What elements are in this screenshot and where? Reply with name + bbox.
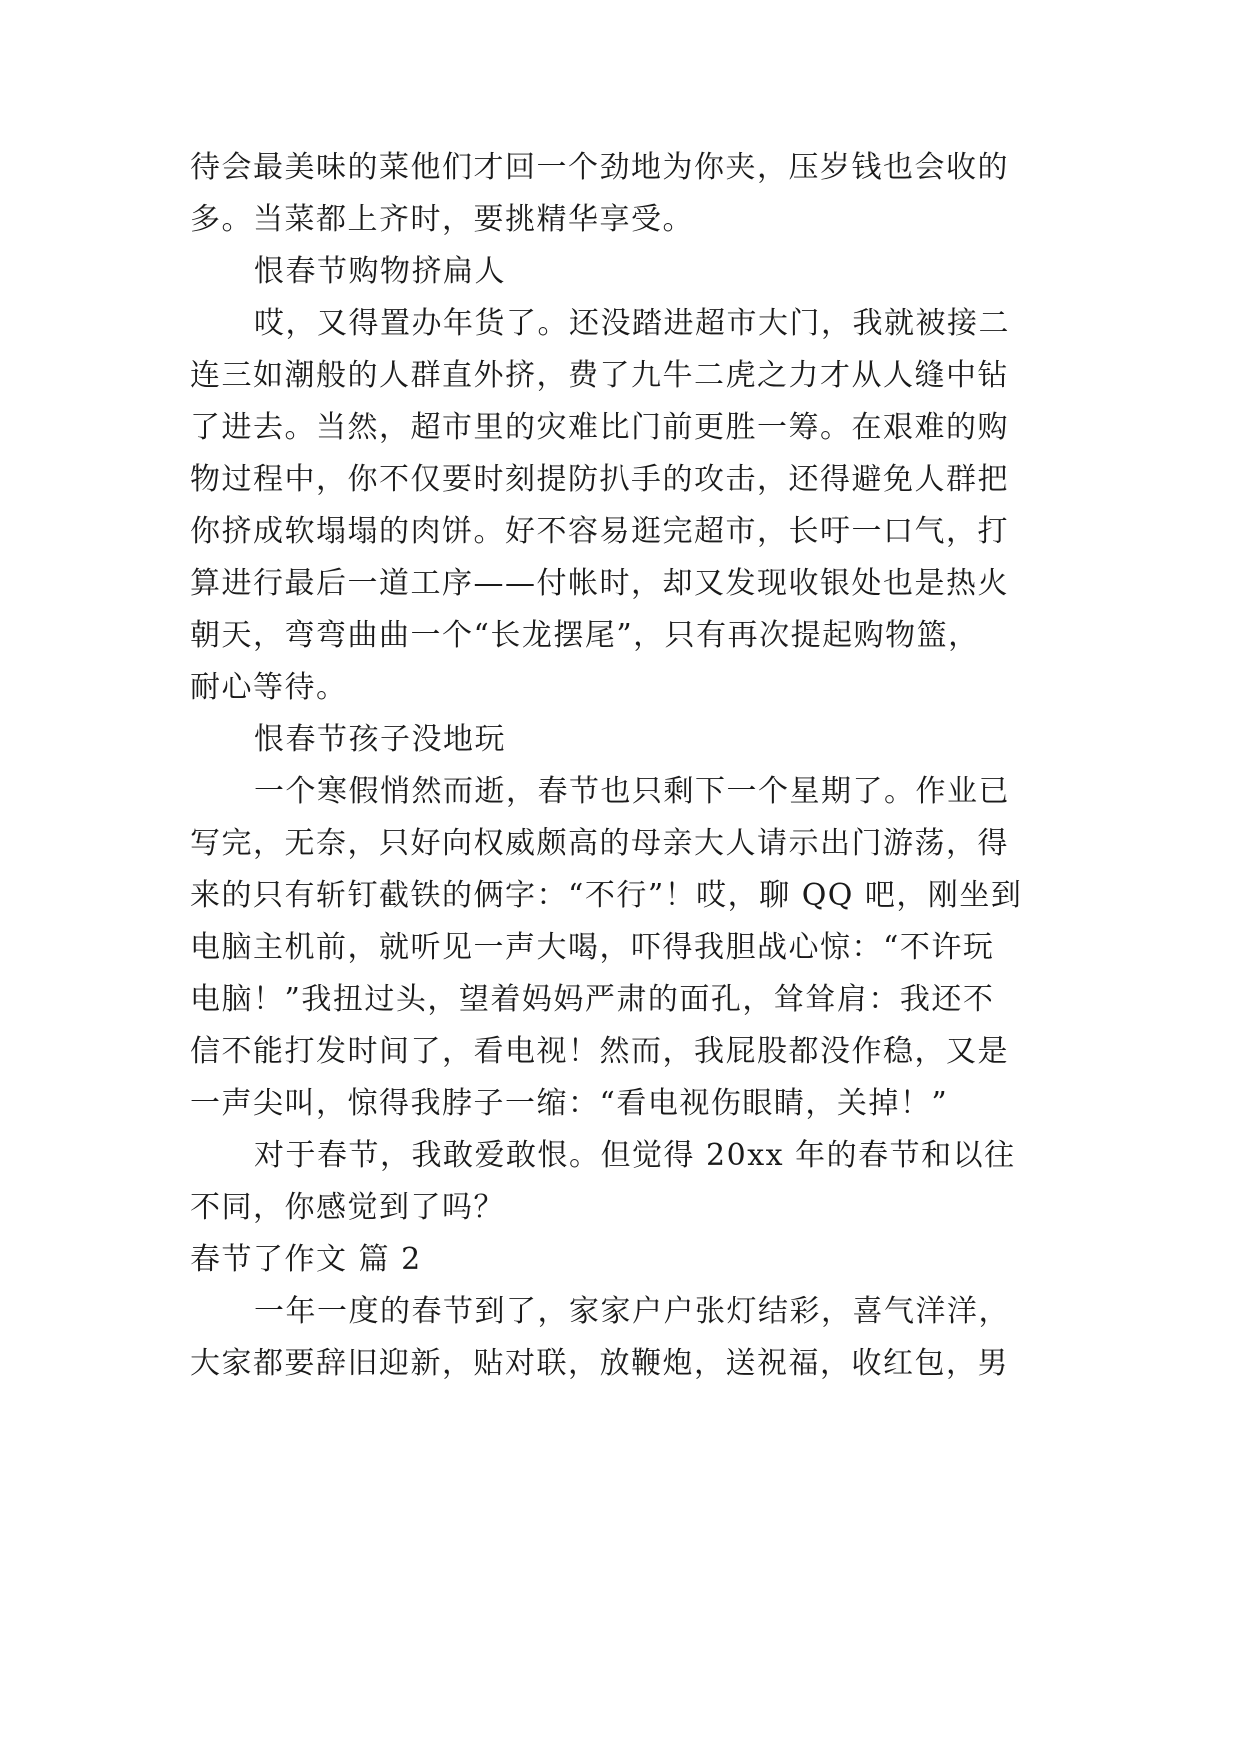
paragraph-line: 一年一度的春节到了，家家户户张灯结彩，喜气洋洋， <box>254 1294 1010 1329</box>
paragraph-line: 朝天，弯弯曲曲一个“长龙摆尾”，只有再次提起购物篮， <box>190 618 980 653</box>
paragraph-line: 待会最美味的菜他们才回一个劲地为你夹，压岁钱也会收的 <box>190 150 1009 185</box>
subheading-kids: 恨春节孩子没地玩 <box>254 722 506 757</box>
paragraph-line: 一个寒假悄然而逝，春节也只剩下一个星期了。作业已 <box>254 774 1010 809</box>
paragraph-line: 对于春节，我敢爱敢恨。但觉得 20xx 年的春节和以往 <box>254 1138 1016 1173</box>
paragraph-line: 多。当菜都上齐时，要挑精华享受。 <box>190 202 694 237</box>
paragraph-line: 写完，无奈，只好向权威颇高的母亲大人请示出门游荡，得 <box>190 826 1009 861</box>
paragraph-line: 电脑！”我扭过头，望着妈妈严肃的面孔，耸耸肩：我还不 <box>190 982 995 1017</box>
paragraph-line: 算进行最后一道工序——付帐时，却又发现收银处也是热火 <box>190 566 1009 601</box>
paragraph-line: 连三如潮般的人群直外挤，费了九牛二虎之力才从人缝中钻 <box>190 358 1009 393</box>
paragraph-line: 不同，你感觉到了吗？ <box>190 1190 505 1225</box>
paragraph-line: 电脑主机前，就听见一声大喝，吓得我胆战心惊：“不许玩 <box>190 930 995 965</box>
paragraph-line: 物过程中，你不仅要时刻提防扒手的攻击，还得避免人群把 <box>190 462 1009 497</box>
paragraph-line: 了进去。当然，超市里的灾难比门前更胜一筹。在艰难的购 <box>190 410 1009 445</box>
paragraph-line: 信不能打发时间了，看电视！然而，我屁股都没作稳，又是 <box>190 1034 1009 1069</box>
paragraph-line: 一声尖叫，惊得我脖子一缩：“看电视伤眼睛，关掉！” <box>190 1086 949 1121</box>
subheading-shopping: 恨春节购物挤扁人 <box>254 254 506 289</box>
paragraph-line: 耐心等待。 <box>190 670 348 705</box>
paragraph-line: 哎，又得置办年货了。还没踏进超市大门，我就被接二 <box>254 306 1010 341</box>
section-title: 春节了作文 篇 2 <box>190 1242 422 1277</box>
paragraph-line: 来的只有斩钉截铁的俩字：“不行”！哎，聊 QQ 吧，刚坐到 <box>190 878 1023 913</box>
paragraph-line: 大家都要辞旧迎新，贴对联，放鞭炮，送祝福，收红包，男 <box>190 1346 1009 1381</box>
paragraph-line: 你挤成软塌塌的肉饼。好不容易逛完超市，长吁一口气，打 <box>190 514 1009 549</box>
